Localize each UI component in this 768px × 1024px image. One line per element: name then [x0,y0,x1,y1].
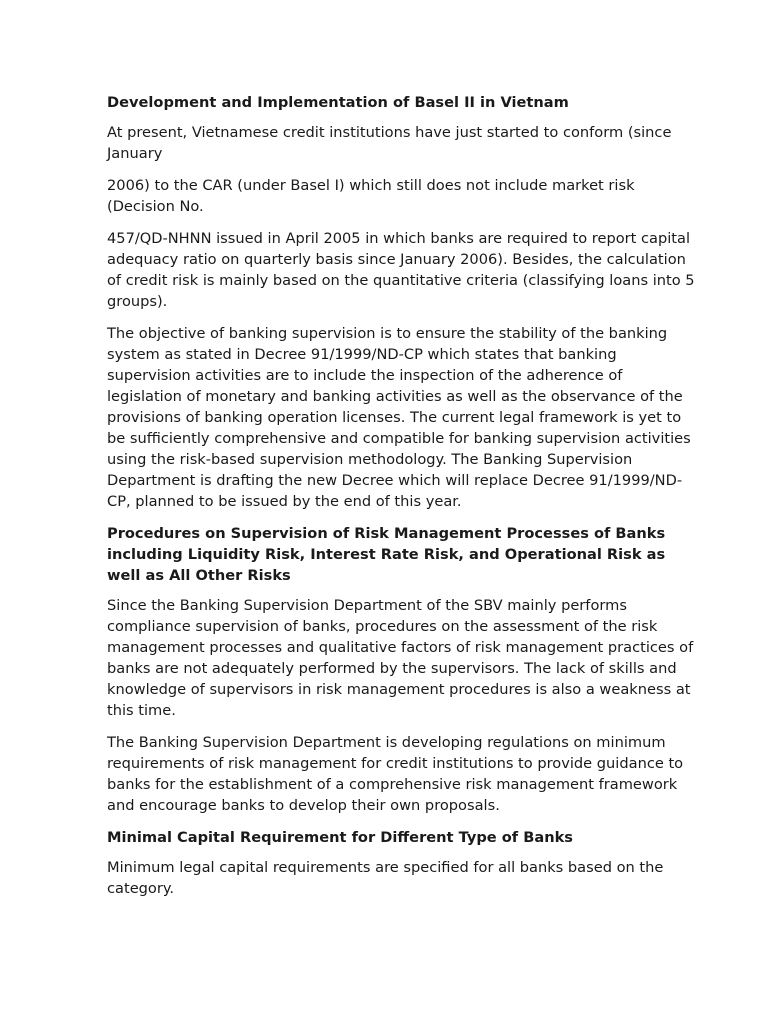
section-heading-basel-ii: Development and Implementation of Basel II in Vietnam [107,94,569,111]
paragraph: Since the Banking Supervision Department of the SBV mainly performs compliance supervision of banks, procedures on the assessment of the risk management processes and qualitative factors of risk management practices of banks are not adequately performed by the supervisors. The lack of skills and knowledge of supervisors in risk management procedures is also a weakness at this time. [107,597,694,719]
document-page [107,92,697,910]
paragraph: 2006) to the CAR (under Basel I) which still does not include market risk (Decision No. [107,177,635,215]
paragraph: At present, Vietnamese credit institutions have just started to conform (since January [107,124,672,162]
paragraph: 457/QD-NHNN issued in April 2005 in which banks are required to report capital adequacy ratio on quarterly basis since January 2006). Besides, the calculation of credit risk is mainly based on the quantitative criteria (classifying loans into 5 groups). [107,230,695,310]
section-heading-capital-requirement: Minimal Capital Requirement for Different Type of Banks [107,829,573,846]
paragraph: The Banking Supervision Department is developing regulations on minimum requirements of risk management for credit institutions to provide guidance to banks for the establishment of a comprehensive risk management framework and encourage banks to develop their own proposals. [107,734,684,814]
paragraph: Minimum legal capital requirements are specified for all banks based on the category. [107,859,664,897]
paragraph: The objective of banking supervision is to ensure the stability of the banking system as stated in Decree 91/1999/ND-CP which states that banking supervision activities are to include the inspection of the adherence of legislation of monetary and banking activities as well as the observance of the provisions of banking operation licenses. The current legal framework is yet to be sufficiently comprehensive and compatible for banking supervision activities using the risk-based supervision methodology. The Banking Supervision Department is drafting the new Decree which will replace Decree 91/1999/ND-CP, planned to be issued by the end of this year. [107,325,691,510]
section-heading-risk-procedures: Procedures on Supervision of Risk Management Processes of Banks including Liquidity Risk, Interest Rate Risk, and Operational Risk as well as All Other Risks [107,525,666,584]
